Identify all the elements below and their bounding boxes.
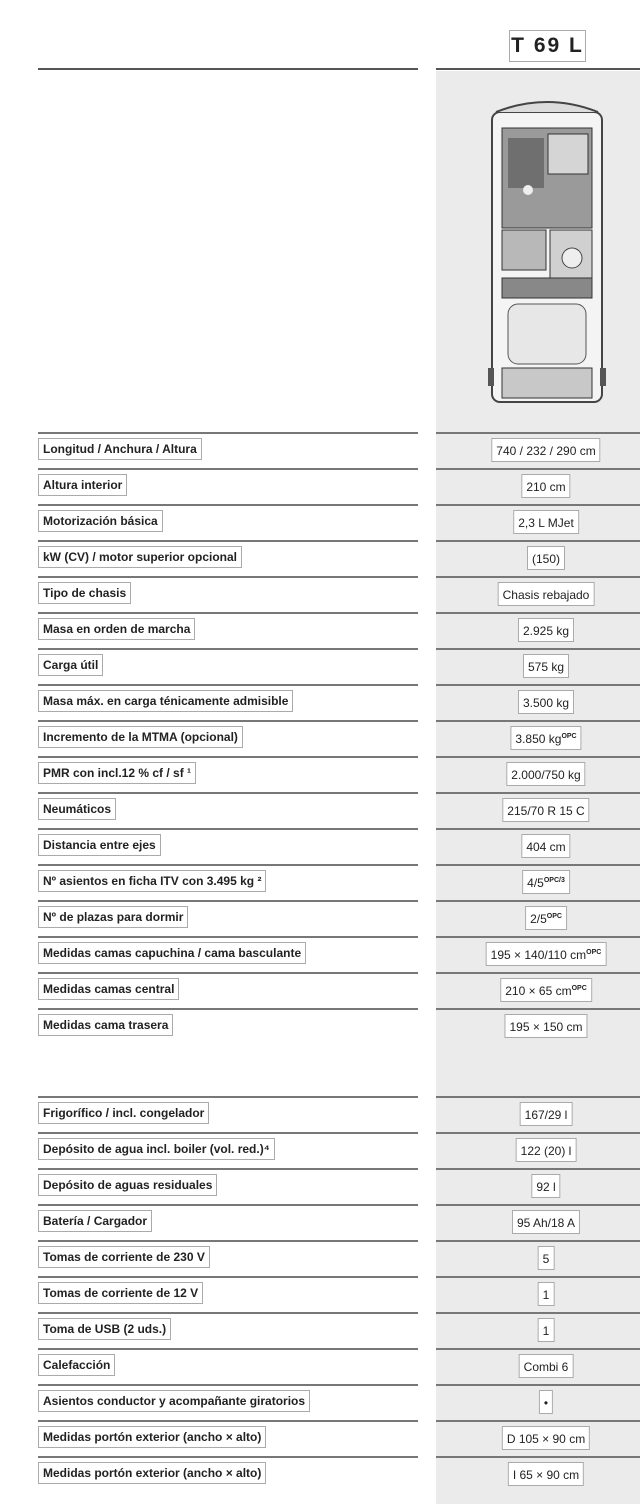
spec-label: Frigorífico / incl. congelador (38, 1102, 209, 1124)
spec-label: Nº de plazas para dormir (38, 906, 188, 928)
spec-value-note: OPC (571, 985, 587, 992)
row-rule-left (38, 1276, 418, 1278)
spec-value (498, 582, 595, 606)
spec-label: Depósito de aguas residuales (38, 1174, 217, 1196)
row-rule-left (38, 792, 418, 794)
spec-value-text: 167/29 l (524, 1108, 568, 1122)
row-rule-right (436, 648, 640, 650)
row-rule-right (436, 720, 640, 722)
row-rule-left (38, 1384, 418, 1386)
row-rule-right (436, 1096, 640, 1098)
spec-label: Batería / Cargador (38, 1210, 152, 1232)
spec-value-text: 575 kg (527, 660, 565, 674)
spec-value-text: 195 × 140/110 cm (490, 948, 587, 962)
spec-label: Carga útil (38, 654, 103, 676)
spec-value (538, 1318, 555, 1342)
spec-label: Medidas camas capuchina / cama basculante (38, 942, 306, 964)
spec-value-text: 2.000/750 kg (511, 768, 581, 782)
spec-value-text: 92 l (536, 1180, 556, 1194)
spec-value (508, 1462, 584, 1486)
row-rule-right (436, 792, 640, 794)
row-rule-right (436, 504, 640, 506)
row-rule-right (436, 828, 640, 830)
row-rule-right (436, 1240, 640, 1242)
spec-value-text: 122 (20) l (520, 1144, 572, 1158)
row-rule-left (38, 1168, 418, 1170)
model-title: T 69 L (509, 30, 586, 62)
row-rule-left (38, 900, 418, 902)
row-rule-right (436, 684, 640, 686)
spec-value (510, 726, 581, 750)
row-rule-left (38, 1132, 418, 1134)
spec-value-text: D 105 × 90 cm (506, 1432, 586, 1446)
row-rule-right (436, 1132, 640, 1134)
spec-value (525, 906, 567, 930)
row-rule-left (38, 468, 418, 470)
row-rule-left (38, 1240, 418, 1242)
spec-value-text: 95 Ah/18 A (516, 1216, 576, 1230)
spec-value (519, 1354, 574, 1378)
row-rule-right (436, 540, 640, 542)
row-rule-left (38, 432, 418, 434)
row-rule-right (436, 1348, 640, 1350)
spec-value (539, 1390, 553, 1414)
spec-label: Tipo de chasis (38, 582, 131, 604)
top-rule-right (436, 68, 640, 70)
spec-value-text: 3.500 kg (522, 696, 570, 710)
spec-value (506, 762, 585, 786)
spec-label: Medidas camas central (38, 978, 179, 1000)
top-rule-left (38, 68, 418, 70)
row-rule-left (38, 1204, 418, 1206)
spec-value-text: 2/5 (530, 912, 547, 926)
row-rule-right (436, 468, 640, 470)
row-rule-left (38, 1312, 418, 1314)
spec-label: Asientos conductor y acompañante giratorios (38, 1390, 310, 1412)
spec-value-text: 3.850 kg (515, 732, 562, 746)
spec-value (513, 510, 579, 534)
spec-value (538, 1246, 555, 1270)
spec-value-note: OPC (586, 949, 602, 956)
row-rule-left (38, 936, 418, 938)
spec-label: PMR con incl.12 % cf / sf ¹ (38, 762, 196, 784)
spec-label: Medidas portón exterior (ancho × alto) (38, 1426, 266, 1448)
spec-value-text: 1 (542, 1324, 550, 1338)
spec-value (518, 690, 574, 714)
row-rule-right (436, 612, 640, 614)
spec-label: Neumáticos (38, 798, 116, 820)
spec-label: kW (CV) / motor superior opcional (38, 546, 242, 568)
row-rule-right (436, 1420, 640, 1422)
spec-value (538, 1282, 555, 1306)
spec-label: Calefacción (38, 1354, 115, 1376)
spec-value-text: 4/5 (527, 876, 544, 890)
spec-label: Medidas portón exterior (ancho × alto) (38, 1462, 266, 1484)
spec-value-text: 740 / 232 / 290 cm (496, 444, 596, 458)
spec-value (521, 834, 570, 858)
row-rule-left (38, 1348, 418, 1350)
spec-label: Tomas de corriente de 12 V (38, 1282, 203, 1304)
row-rule-right (436, 1168, 640, 1170)
spec-value-text: 210 cm (526, 480, 566, 494)
spec-value (521, 474, 570, 498)
spec-label: Longitud / Anchura / Altura (38, 438, 202, 460)
spec-value (531, 1174, 560, 1198)
spec-value (527, 546, 565, 570)
spec-value-text: 2,3 L MJet (518, 516, 574, 530)
spec-value-text: 2.925 kg (522, 624, 570, 638)
spec-label: Masa en orden de marcha (38, 618, 195, 640)
row-rule-left (38, 864, 418, 866)
spec-value (516, 1138, 577, 1162)
row-rule-left (38, 828, 418, 830)
spec-value (502, 1426, 590, 1450)
row-rule-left (38, 756, 418, 758)
spec-value (486, 942, 607, 966)
row-rule-left (38, 1420, 418, 1422)
spec-value (500, 978, 592, 1002)
row-rule-right (436, 576, 640, 578)
spec-label: Tomas de corriente de 230 V (38, 1246, 210, 1268)
row-rule-left (38, 1456, 418, 1458)
spec-value (491, 438, 600, 462)
row-rule-right (436, 1384, 640, 1386)
spec-label: Masa máx. en carga ténicamente admisible (38, 690, 293, 712)
spec-label: Motorización básica (38, 510, 163, 532)
spec-label: Toma de USB (2 uds.) (38, 1318, 171, 1340)
row-rule-left (38, 504, 418, 506)
row-rule-right (436, 1008, 640, 1010)
spec-value-text: 5 (542, 1252, 550, 1266)
row-rule-right (436, 756, 640, 758)
row-rule-left (38, 972, 418, 974)
row-rule-left (38, 648, 418, 650)
spec-value-text: 1 (542, 1288, 550, 1302)
spec-value (522, 870, 570, 894)
spec-value (520, 1102, 573, 1126)
row-rule-left (38, 540, 418, 542)
row-rule-left (38, 1096, 418, 1098)
row-rule-right (436, 1204, 640, 1206)
row-rule-right (436, 432, 640, 434)
spec-value-text: 215/70 R 15 C (507, 804, 585, 818)
spec-value-text: I 65 × 90 cm (512, 1468, 580, 1482)
row-rule-left (38, 612, 418, 614)
spec-label: Depósito de agua incl. boiler (vol. red.)⁴ (38, 1138, 275, 1160)
row-rule-right (436, 1312, 640, 1314)
spec-value-text: Chasis rebajado (502, 588, 590, 602)
spec-value-text: 210 × 65 cm (505, 984, 572, 998)
spec-label: Nº asientos en ficha ITV con 3.495 kg ² (38, 870, 266, 892)
spec-value-text: (150) (531, 552, 561, 566)
spec-value (502, 798, 589, 822)
row-rule-left (38, 720, 418, 722)
row-rule-right (436, 936, 640, 938)
row-rule-left (38, 576, 418, 578)
spec-value-text: • (543, 1396, 549, 1410)
row-rule-left (38, 684, 418, 686)
spec-value (523, 654, 569, 678)
spec-label: Medidas cama trasera (38, 1014, 173, 1036)
spec-value-text: 195 × 150 cm (509, 1020, 583, 1034)
spec-label: Distancia entre ejes (38, 834, 161, 856)
spec-value-text: 404 cm (526, 840, 566, 854)
row-rule-left (38, 1008, 418, 1010)
spec-value-note: OPC (546, 913, 562, 920)
row-rule-right (436, 1456, 640, 1458)
spec-value (518, 618, 574, 642)
spec-label: Altura interior (38, 474, 127, 496)
spec-value (512, 1210, 580, 1234)
spec-value-note: OPC (561, 733, 577, 740)
spec-value-note: OPC/3 (543, 877, 565, 884)
row-rule-right (436, 1276, 640, 1278)
row-rule-right (436, 972, 640, 974)
spec-label: Incremento de la MTMA (opcional) (38, 726, 243, 748)
row-rule-right (436, 864, 640, 866)
floorplan-image (488, 98, 606, 404)
spec-value-text: Combi 6 (523, 1360, 569, 1374)
spec-value (504, 1014, 587, 1038)
row-rule-right (436, 900, 640, 902)
